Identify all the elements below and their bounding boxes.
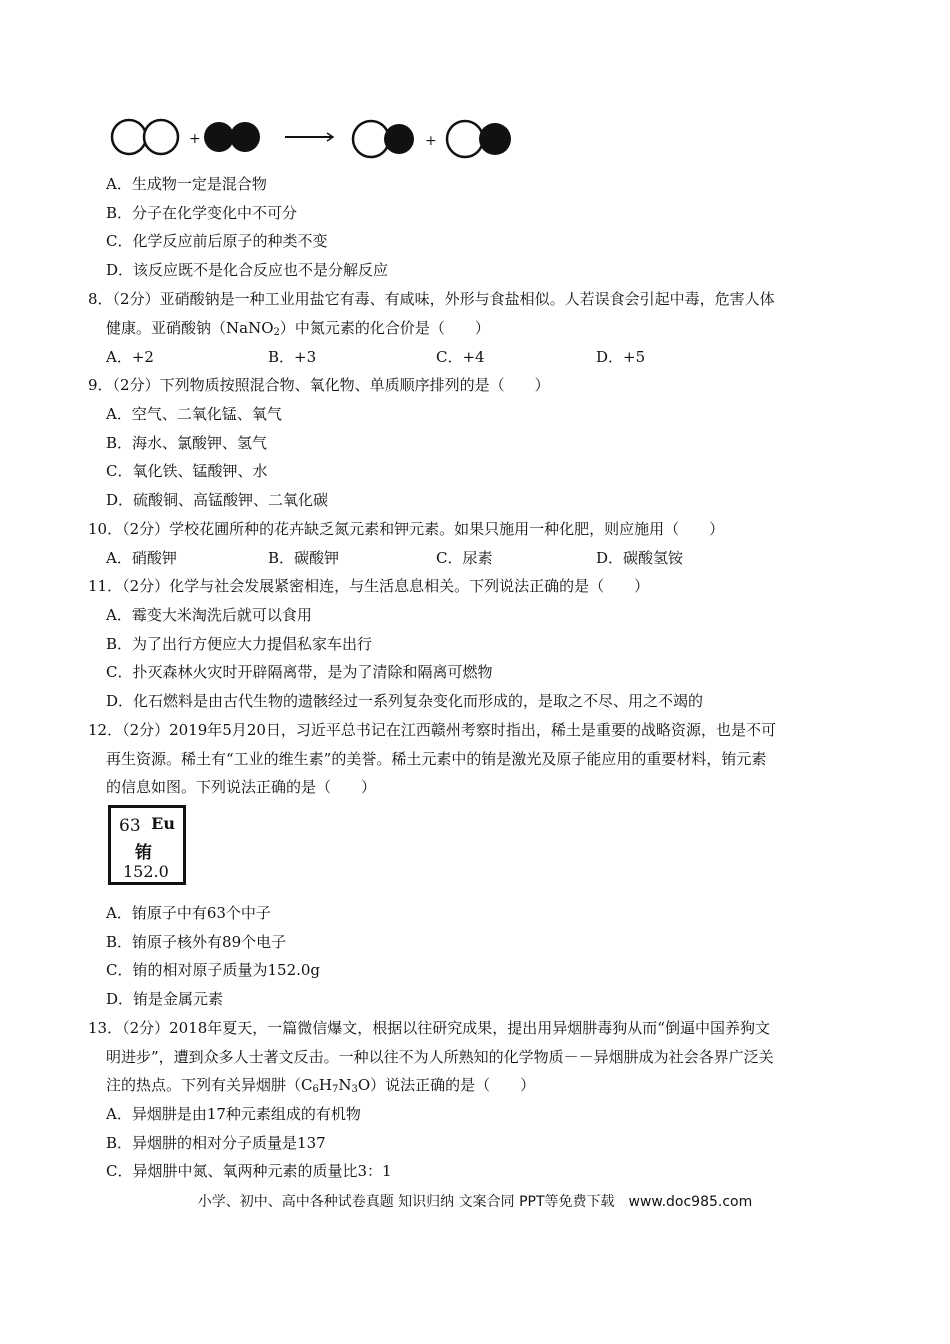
plus-sign: + <box>425 133 437 149</box>
product-molecule-2 <box>447 121 511 157</box>
product-molecule-1 <box>353 121 414 157</box>
element-name: 铕 <box>135 843 152 863</box>
q9-stem: 9．（2分）下列物质按照混合物、氧化物、单质顺序排列的是（ ） <box>88 376 550 394</box>
q8-stem-line1: 8．（2分）亚硝酸钠是一种工业用盐它有毒、有咸味，外形与食盐相似。人若误食会引起中毒，危害人体 <box>88 290 775 308</box>
plus-sign: + <box>189 131 201 147</box>
q10-option-a: A．硝酸钾 <box>106 549 177 567</box>
q7-option-b: B．分子在化学变化中不可分 <box>106 204 298 222</box>
q13-stem-line2: 明进步”，遭到众多人士著文反击。一种以往不为人所熟知的化学物质－－异烟肼成为社会各界广泛关 <box>106 1048 774 1066</box>
element-symbol: Eu <box>151 814 175 833</box>
element-card-europium <box>108 805 186 885</box>
q12-option-c: C．铕的相对原子质量为152.0g <box>106 961 321 979</box>
reactant-molecule-white <box>112 120 178 154</box>
q13-option-a: A．异烟肼是由17种元素组成的有机物 <box>106 1105 361 1123</box>
q10-option-c: C．尿素 <box>436 549 493 567</box>
q11-stem: 11．（2分）化学与社会发展紧密相连，与生活息息相关。下列说法正确的是（ ） <box>88 577 650 595</box>
q8-stem-line2: 健康。亚硝酸钠（NaNO$_2$）中氮元素的化合价是（ ） <box>106 319 490 338</box>
q11-option-c: C．扑灭森林火灾时开辟隔离带，是为了清除和隔离可燃物 <box>106 663 493 681</box>
q12-stem-line1: 12．（2分）2019年5月20日，习近平总书记在江西赣州考察时指出，稀土是重要的战略资源，也是不可 <box>88 721 776 739</box>
q10-option-d: D．碳酸氢铵 <box>596 549 684 567</box>
atomic-number: 63 <box>119 816 141 836</box>
q11-option-d: D．化石燃料是由古代生物的遗骸经过一系列复杂变化而形成的，是取之不尽、用之不竭的 <box>106 692 704 710</box>
q12-stem-line2: 再生资源。稀土有“工业的维生素”的美誉。稀土元素中的铕是激光及原子能应用的重要材料，铕元素 <box>106 750 767 768</box>
q13-stem-line3: 注的热点。下列有关异烟肼$(C_6H_7N_3O)$说法正确的是（ ） <box>106 1076 536 1095</box>
q8-option-d: D．+5 <box>596 348 646 366</box>
q12-option-b: B．铕原子核外有89个电子 <box>106 933 287 951</box>
reaction-diagram <box>105 112 525 164</box>
q9-option-d: D．硫酸铜、高锰酸钾、二氧化碳 <box>106 491 329 509</box>
q12-option-a: A．铕原子中有63个中子 <box>106 904 271 922</box>
q8-option-b: B．+3 <box>268 348 317 366</box>
q13-option-b: B．异烟肼的相对分子质量是137 <box>106 1134 326 1152</box>
q13-stem-line1: 13．（2分）2018年夏天，一篇微信爆文，根据以往研究成果，提出用异烟肼毒狗从而“倒逼中国养狗文 <box>88 1019 770 1037</box>
q8-option-c: C．+4 <box>436 348 485 366</box>
q11-option-b: B．为了出行方便应大力提倡私家车出行 <box>106 635 373 653</box>
q7-option-c: C．化学反应前后原子的种类不变 <box>106 232 328 250</box>
q11-option-a: A．霉变大米淘洗后就可以食用 <box>106 606 312 624</box>
atomic-mass: 152.0 <box>123 862 169 881</box>
q13-option-c: C．异烟肼中氮、氧两种元素的质量比3：1 <box>106 1162 392 1180</box>
q9-option-b: B．海水、氯酸钾、氢气 <box>106 434 268 452</box>
q7-option-d: D．该反应既不是化合反应也不是分解反应 <box>106 261 389 279</box>
q7-option-a: A．生成物一定是混合物 <box>106 175 267 193</box>
reactant-molecule-black <box>204 122 260 152</box>
q9-option-a: A．空气、二氧化锰、氧气 <box>106 405 282 423</box>
q12-stem-line3: 的信息如图。下列说法正确的是（ ） <box>106 778 377 796</box>
q10-stem: 10．（2分）学校花圃所种的花卉缺乏氮元素和钾元素。如果只施用一种化肥，则应施用（ ） <box>88 520 725 538</box>
q9-option-c: C．氧化铁、锰酸钾、水 <box>106 462 268 480</box>
q12-option-d: D．铕是金属元素 <box>106 990 224 1008</box>
q10-option-b: B．碳酸钾 <box>268 549 340 567</box>
page-footer: 小学、初中、高中各种试卷真题 知识归纳 文案合同 PPT等免费下载 www.doc985.com <box>197 1194 753 1210</box>
q8-option-a: A．+2 <box>106 348 154 366</box>
